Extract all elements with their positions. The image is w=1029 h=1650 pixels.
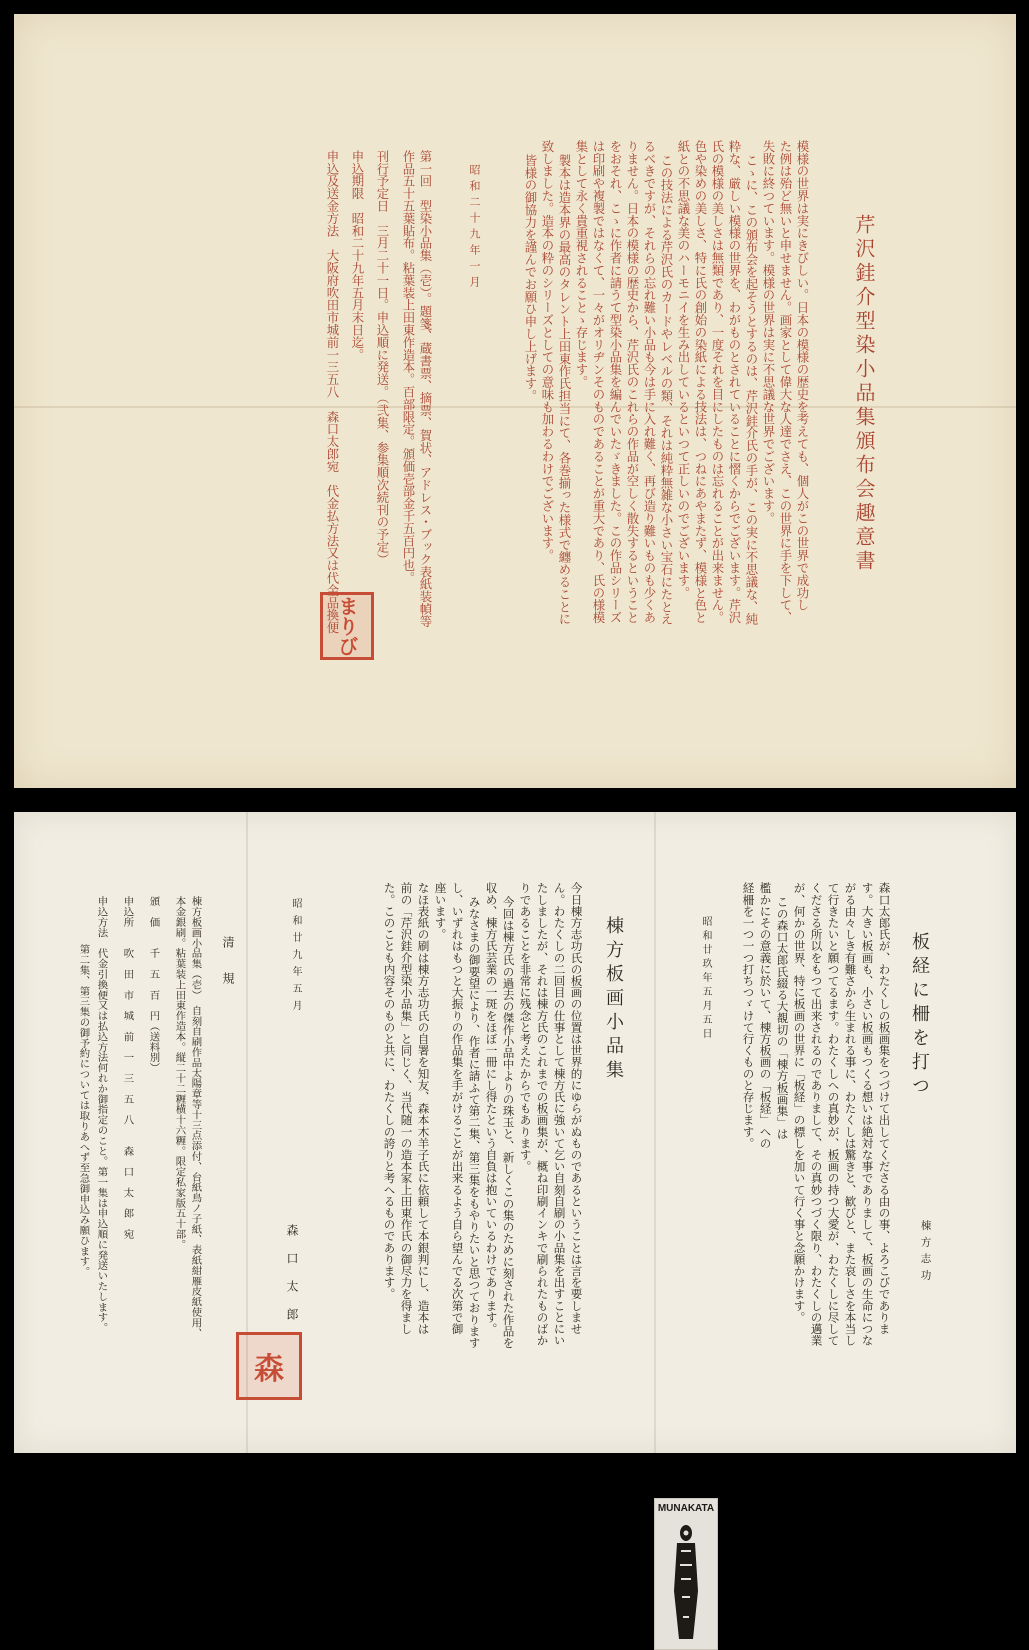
prospectus-body-line: は印刷や複製ではなくて、一々がオリヂンそのものであることが重大であり、氏の様模 [591,140,606,624]
collection-body-line: 収め、棟方氏芸業の一斑をほぼ一冊にし得たという自負は抱いているわけであります。 [484,882,499,1335]
bottom-sheet-leaflet [14,812,1016,1514]
fold-line [654,812,656,1453]
prospectus-body-line: た例は殆ど無いと申せません。画家として偉大な人達でさえ、この世界に手を下して、 [778,140,793,624]
standing-figure-print [671,1521,701,1641]
terms-detail-line: 申込方法 代金引換便又は払込方法何れか御指定のこと。第一集は申込順に発送いたします。 [95,896,108,1333]
prospectus-body-line: 色や染めの美しさ、特に氏の創始の染紙による技法は、つねにあやまたず、模様と色と [693,140,708,624]
collection-body-line: みなさまの御要望により、作者に請ふて第二集、第三集をもやりたいと思つております [467,896,482,1349]
collection-body-line: りであることを非常に残念と考えたからでもあります。 [518,882,533,1172]
publisher-signature: 森口太郎 [285,1224,299,1336]
prospectus-body-line: 致しました。造本の粋のシリーズとしての意味も加わるわけでございます。 [540,140,555,562]
prospectus-date: 昭和二十九年一月 [468,164,481,292]
terms-detail-line: 申込所 吹 田 市 城 前 一 三 五 八 森 口 太 郎 宛 [121,896,134,1240]
prospectus-body-line: 紙との不思議な美のハーモニイを生み出しているといつて正しいのでございます。 [676,140,691,599]
essay-body-line: 経柵を一つ一つ打ちつゞけて行くものと存じます。 [741,882,756,1149]
prospectus-body-line: 模様の世界は実にきびしい。日本の模様の歴史を考えても、個人がこの世界で成功し [795,140,810,612]
collection-body-line: たしましたが、それは棟方氏のこれまでの板画集が、概ね印刷インキで刷られたものばか [535,882,550,1346]
terms-detail-line: 本金銀刷。粘葉装上田東作造本。縦二十二糎横十六糎。限定私家版五十部。 [173,896,186,1250]
prospectus-body-line: るべきですが、それらの忘れ難い小品も今は手に入れ難く、再び造り難いものも少くあ [642,140,657,624]
prospectus-detail-line: 作品五十五葉貼布。粘葉装上田東作造本。百部限定。頒価壱部金千五百円也。 [401,150,416,584]
prospectus-body-line: 粋な、厳しい模様の世界を、わがものとされていることに慴くからでございます。芹沢 [727,140,742,624]
prospectus-body-line: こゝに、この頒布会を起そうとするのは、芹沢銈介氏の手が、この実に不思議な、純 [744,154,759,626]
terms-detail-line: 第二集、第三集の御予約については取りあへず至急御申込み願ひます。 [77,944,90,1277]
prospectus-body-line: 集として永く貴重視されることゝ存じます。 [574,140,589,388]
prospectus-body-line: この技法による芹沢氏のカードやレベルの類、それは純粋無雑な小さい宝石にたとえ [659,154,674,626]
prospectus-body-line: 皆様の御協力を謹んでお願ひ申し上げます。 [523,154,538,402]
red-seal-stamp [320,592,374,660]
essay-body-line: くださる所以をもつて出来されるのでありまして、その真妙つづく限り、わたくしの邁業 [809,882,824,1346]
collection-body-line: し、いずれはもつと大振りの作品集を手がけることが出来るよう自ら望んでる次第で御 [450,882,465,1335]
essay-date: 昭和廿玖年五月五日 [700,916,711,1042]
terms-detail-line: 棟方板画小品集（壱） 自刻自刷作品太陽章等十三点添付、台紙鳥ノ子紙、表紙紺雁皮紙使用、 [189,896,202,1338]
essay-body-line: 森口太郎氏が、わたくしの板画集をつづけて出してくださる由の事、よろこびでありま [877,882,892,1335]
prospectus-detail-line: 申込及送金方法 大阪府吹田市城前一三五八 森口太郎宛 代金払方法又は代金品換便 [325,150,340,634]
terms-title: 清 規 [221,936,235,990]
prospectus-detail-line: 刊行予定日 三月二十一日。申込順に発送。（弐集、参集順次続刊の予定） [375,150,390,566]
terms-detail-line: 頒 価 千 五 百 円（送料別） [147,896,160,1073]
prospectus-body-line: りません。日本の模様の歴史から、芹沢氏のこれらの作品が空しく散失するということ [625,140,640,624]
top-sheet-prospectus [14,14,1016,788]
prospectus-body-line: 氏の模様の美しさは無類であり、一度それを目にしたものは忘れることが出来ません。 [710,140,725,624]
collection-body-line: 前の「芹沢銈介型染小品集」と同じく、当代随一の造本家上田東作氏の御尽力を得まし [399,882,414,1335]
woodblock-print-image [654,1498,718,1650]
prospectus-detail-line: 第一回 型染小品集（壱）。題箋、蔵書票、摘票、賀状、アドレス・ブック表紙装幀等 [418,150,433,628]
collection-title: 棟方板画小品集 [603,916,624,1084]
prospectus-body-line: 失敗に終つています。模様の世界は実に不思議な世界でございます。 [761,140,776,525]
collection-body-line: た。このことも内容そのものと共に、わたくしの誇りと考へるものであります。 [382,882,397,1300]
prospectus-body-line: をおそれ、こゝに作者に請うて型染小品集を編んでいたゞきました。この作品シリーズ [608,140,623,624]
essay-body-line: この森口太郎氏綴る大覩切の「棟方板画集」は [775,896,790,1140]
essay-body-line: 檻かにその意義に於いて、棟方板画の「板経」への [758,882,773,1149]
collection-body-line: ん。わたくしの二回目の仕事として棟方氏に強いて乞い自刻自刷の小品集を出すことにい [552,882,567,1346]
prospectus-title: 芹沢銈介型染小品集頒布会趣意書 [852,214,876,574]
collection-date: 昭和廿九年五月 [290,898,301,1017]
collection-body-line: 今日棟方志功氏の板画の位置は世界的にゆらがぬものであるということは言を要しませ [569,882,584,1335]
collection-body-line: 座います。 [433,882,448,940]
print-label: MUNAKATA [657,1503,715,1514]
essay-body-line: が、何かの世界、特に板画の世界に「板経」の標しを加いて行く事と念願かけます。 [792,882,807,1323]
essay-body-line: がる由々しき有難さから生まれる事に、わたくしは驚きと、歓びと、また哀しさを本当し [843,882,858,1346]
essay-title: 板経に柵を打つ [909,932,930,1100]
prospectus-detail-line: 申込期限 昭和二十九年五月末日迄。 [350,150,365,361]
essay-body-line: す。大きい板画も、小さい板画もつくる想いは絶対な事でありまして、板画の生命につな [860,882,875,1346]
collection-body-line: 今回は棟方氏の過去の傑作小品中よりの珠玉と、新しくこの集のために刻された作品を [501,896,516,1349]
prospectus-body-line: 製本は造本界の最高のタレント上田東作氏担当にて、各巻揃った様式で纏めることに [557,154,572,626]
essay-body-line: て行きたいと願つてるます。わたくしへの真妙が、板画の持つ大愛が、わたくしに尽して [826,882,841,1346]
seal-text: 森 [254,1352,284,1387]
seal-text: まりび [335,596,359,656]
red-seal-stamp [236,1332,302,1400]
essay-author: 棟方志功 [919,1220,932,1286]
collection-body-line: なほ表紙の刷は棟方志功氏の自署を知友、森本木羊子氏に依頼して本銀判にし、造本は [416,882,431,1335]
